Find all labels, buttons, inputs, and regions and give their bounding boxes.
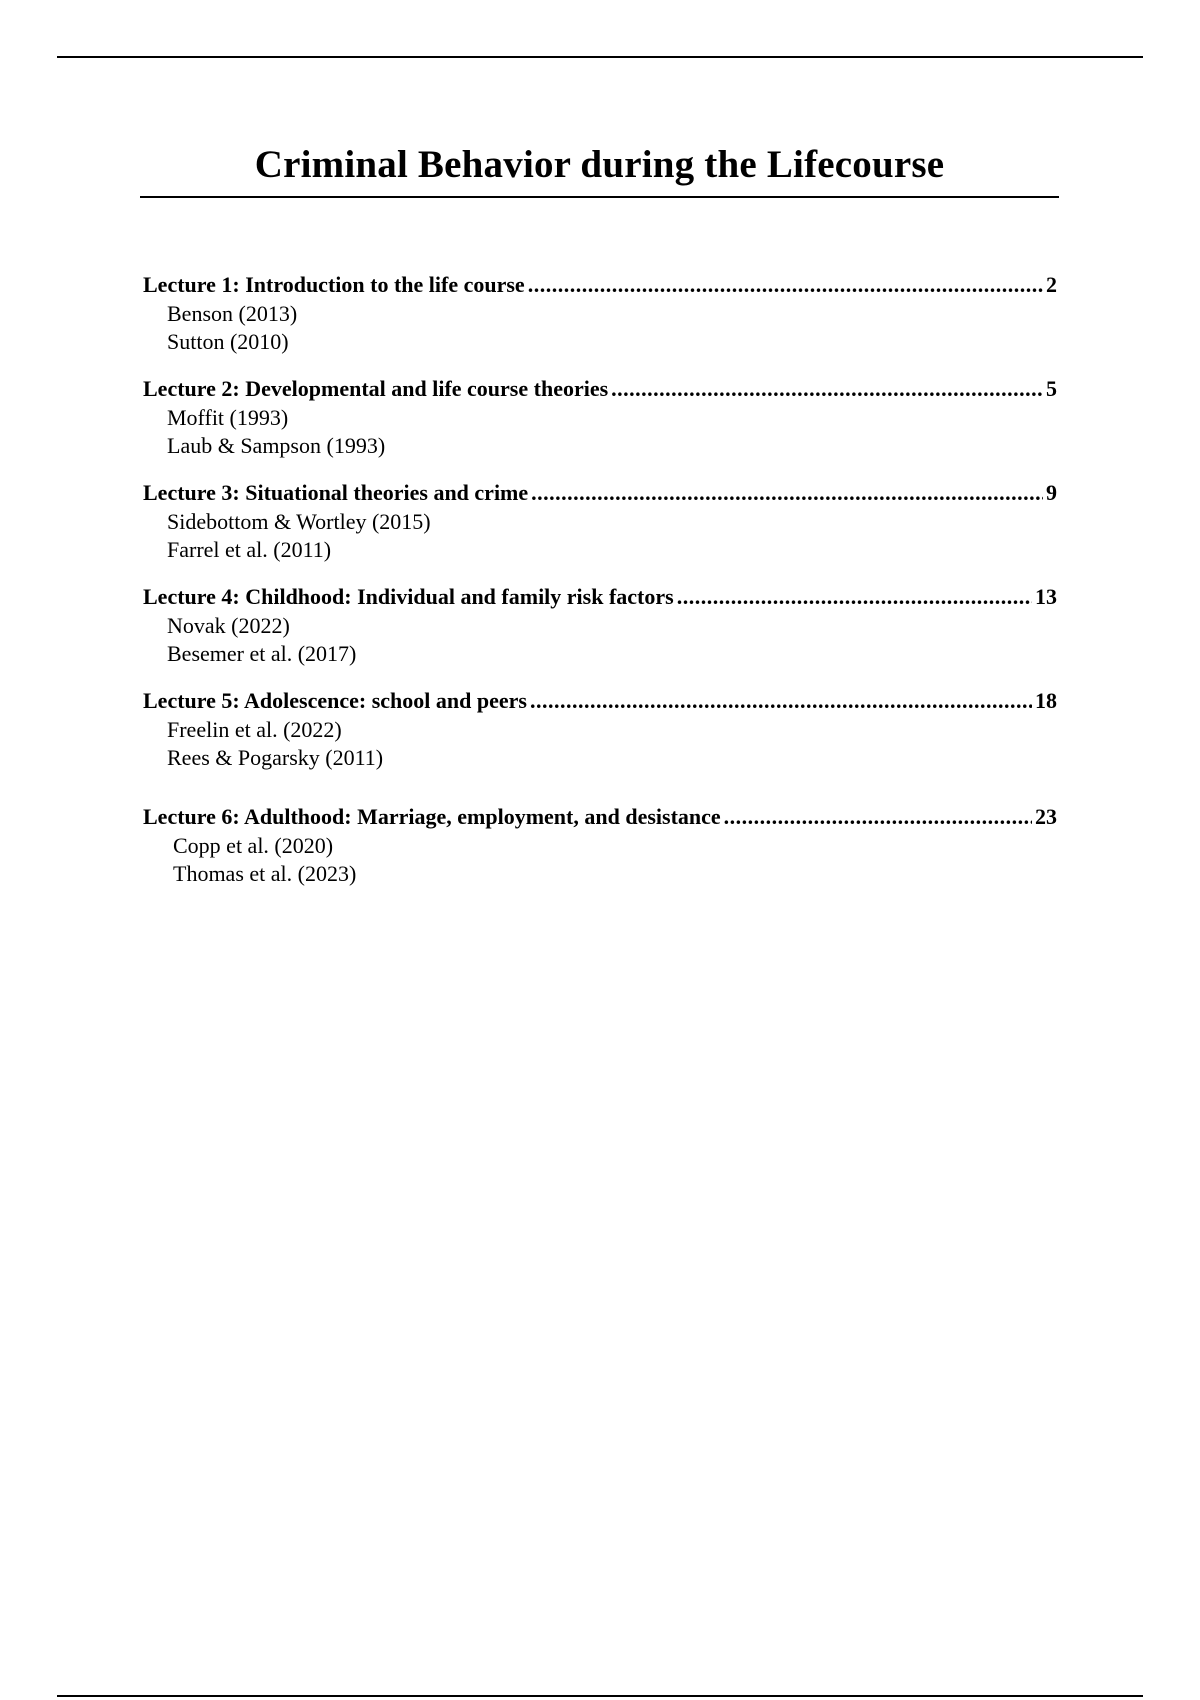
title-underline: [140, 196, 1059, 198]
toc-page-number: 2: [1046, 272, 1057, 297]
toc-heading-label: Lecture 6: Adulthood: Marriage, employment, and desistance: [143, 804, 721, 829]
reading-item: Benson (2013): [167, 301, 298, 326]
toc-leader-dots: [677, 582, 1032, 612]
toc-page-number: 23: [1035, 804, 1057, 829]
reading-item: Copp et al. (2020): [173, 833, 334, 858]
toc-page-number: 18: [1035, 688, 1057, 713]
document-title: Criminal Behavior during the Lifecourse: [254, 143, 945, 186]
reading-item: Laub & Sampson (1993): [167, 433, 386, 458]
toc-heading[interactable]: [143, 478, 1057, 508]
toc-heading[interactable]: [143, 582, 1057, 612]
reading-list: [143, 300, 1057, 356]
reading-item: Moffit (1993): [167, 405, 289, 430]
toc-leader-dots: [611, 374, 1043, 404]
reading-item: Freelin et al. (2022): [167, 717, 342, 742]
reading-item: Rees & Pogarsky (2011): [167, 745, 384, 770]
reading-list: [143, 612, 1057, 668]
toc-leader-dots: [530, 686, 1032, 716]
toc-heading-label: Lecture 4: Childhood: Individual and family risk factors: [143, 584, 674, 609]
toc-heading[interactable]: [143, 270, 1057, 300]
toc-entry-lecture-5: [143, 686, 1057, 772]
reading-list: [143, 716, 1057, 772]
reading-item: Thomas et al. (2023): [173, 861, 357, 886]
toc-page-number: 13: [1035, 584, 1057, 609]
reading-list: [143, 404, 1057, 460]
toc-entry-lecture-3: [143, 478, 1057, 564]
toc-heading[interactable]: [143, 686, 1057, 716]
toc-leader-dots: [528, 270, 1043, 300]
toc-heading[interactable]: [143, 802, 1057, 832]
toc-entry-lecture-2: [143, 374, 1057, 460]
toc-entry-lecture-4: [143, 582, 1057, 668]
toc-heading[interactable]: [143, 374, 1057, 404]
header-rule: [57, 56, 1143, 58]
toc-leader-dots: [724, 802, 1032, 832]
toc-heading-label: Lecture 3: Situational theories and crime: [143, 480, 529, 505]
toc-entry-lecture-1: [143, 270, 1057, 356]
reading-item: Novak (2022): [167, 613, 290, 638]
reading-item: Sutton (2010): [167, 329, 289, 354]
footer-rule: [57, 1695, 1143, 1697]
toc-heading-label: Lecture 1: Introduction to the life course: [143, 272, 525, 297]
reading-list: [143, 508, 1057, 564]
toc-leader-dots: [531, 478, 1043, 508]
toc-page-number: 5: [1046, 376, 1057, 401]
table-of-contents: [143, 270, 1057, 888]
reading-item: Sidebottom & Wortley (2015): [167, 509, 431, 534]
toc-entry-lecture-6: [143, 802, 1057, 888]
reading-item: Besemer et al. (2017): [167, 641, 357, 666]
toc-heading-label: Lecture 2: Developmental and life course theories: [143, 376, 609, 401]
toc-page-number: 9: [1046, 480, 1057, 505]
reading-item: Farrel et al. (2011): [167, 537, 332, 562]
toc-heading-label: Lecture 5: Adolescence: school and peers: [143, 688, 527, 713]
reading-list: [143, 832, 1057, 888]
